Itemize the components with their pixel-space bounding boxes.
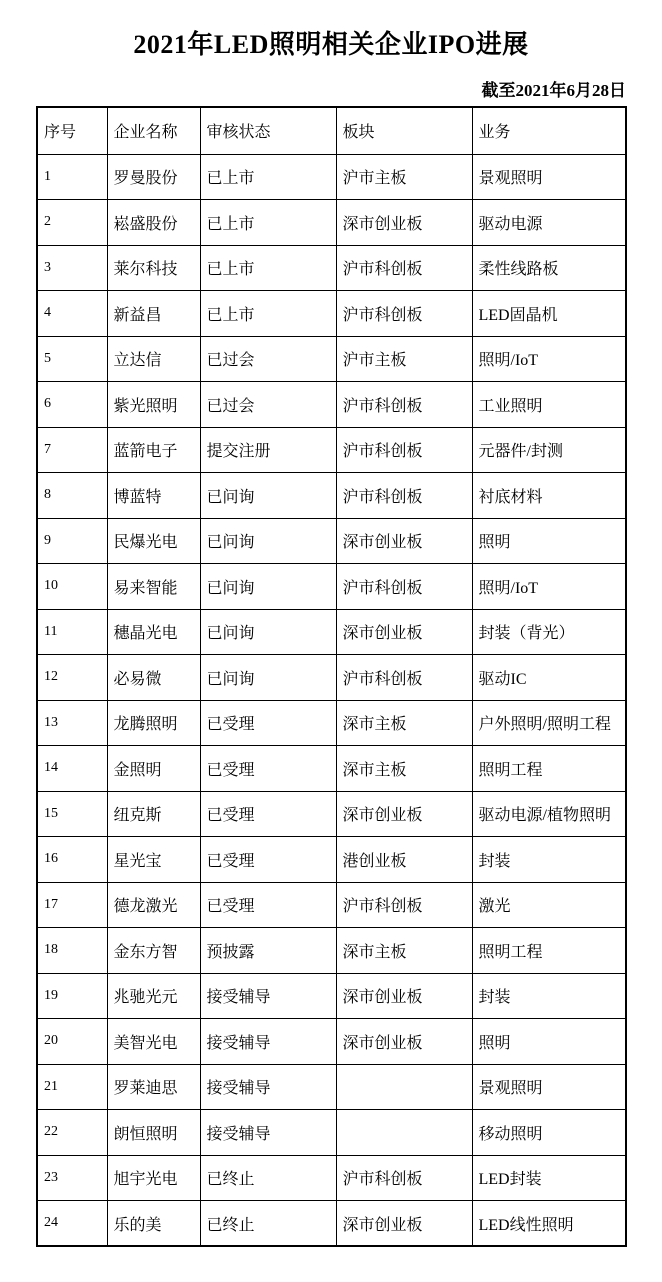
cell-index: 3 [37,245,107,291]
cell-business: 工业照明 [472,382,626,428]
cell-company: 立达信 [107,336,200,382]
cell-board: 沪市主板 [336,336,472,382]
cell-board: 沪市科创板 [336,882,472,928]
cell-business: 封装 [472,973,626,1019]
cell-index: 5 [37,336,107,382]
cell-status: 接受辅导 [200,1064,336,1110]
cell-business: 照明/IoT [472,336,626,382]
cell-board: 港创业板 [336,837,472,883]
cell-index: 9 [37,518,107,564]
cell-board: 深市创业板 [336,973,472,1019]
cell-company: 金东方智 [107,928,200,974]
cell-status: 已上市 [200,154,336,200]
column-header-index: 序号 [37,107,107,154]
cell-index: 7 [37,427,107,473]
table-row [37,973,626,1019]
cell-status: 已受理 [200,700,336,746]
cell-index: 21 [37,1064,107,1110]
cell-index: 24 [37,1201,107,1247]
cell-status: 已问询 [200,518,336,564]
cell-index: 11 [37,609,107,655]
table-row [37,1201,626,1247]
cell-status: 已终止 [200,1201,336,1247]
cell-status: 已过会 [200,336,336,382]
cell-board: 沪市科创板 [336,1155,472,1201]
cell-business: 照明 [472,1019,626,1065]
cell-business: 驱动IC [472,655,626,701]
cell-business: 激光 [472,882,626,928]
cell-board: 深市创业板 [336,518,472,564]
cell-board: 深市创业板 [336,200,472,246]
table-row [37,518,626,564]
cell-index: 6 [37,382,107,428]
table-row [37,336,626,382]
cell-status: 接受辅导 [200,973,336,1019]
cell-board: 深市创业板 [336,1201,472,1247]
cell-board: 深市创业板 [336,1019,472,1065]
cell-business: 衬底材料 [472,473,626,519]
table-row [37,1155,626,1201]
table-row [37,700,626,746]
cell-board [336,1110,472,1156]
as-of-date: 截至2021年6月28日 [481,81,626,100]
cell-status: 已问询 [200,473,336,519]
cell-board: 沪市科创板 [336,564,472,610]
table-row [37,427,626,473]
cell-board: 沪市科创板 [336,382,472,428]
cell-company: 易来智能 [107,564,200,610]
cell-status: 已问询 [200,564,336,610]
cell-company: 金照明 [107,746,200,792]
cell-business: 照明工程 [472,928,626,974]
cell-index: 10 [37,564,107,610]
page-title: 2021年LED照明相关企业IPO进展 [133,30,529,59]
table-row [37,154,626,200]
cell-status: 已上市 [200,245,336,291]
cell-status: 已上市 [200,291,336,337]
cell-company: 龙腾照明 [107,700,200,746]
cell-index: 12 [37,655,107,701]
cell-business: 封装（背光） [472,609,626,655]
cell-board: 沪市科创板 [336,291,472,337]
cell-business: LED固晶机 [472,291,626,337]
ipo-progress-table [36,106,627,1247]
cell-business: 驱动电源 [472,200,626,246]
column-header-company: 企业名称 [107,107,200,154]
cell-index: 1 [37,154,107,200]
cell-index: 8 [37,473,107,519]
cell-company: 崧盛股份 [107,200,200,246]
cell-index: 18 [37,928,107,974]
cell-board: 深市创业板 [336,791,472,837]
cell-company: 博蓝特 [107,473,200,519]
cell-board: 沪市科创板 [336,473,472,519]
table-row [37,245,626,291]
column-header-business: 业务 [472,107,626,154]
cell-company: 兆驰光元 [107,973,200,1019]
cell-business: 照明/IoT [472,564,626,610]
cell-company: 纽克斯 [107,791,200,837]
column-header-board: 板块 [336,107,472,154]
cell-board: 沪市科创板 [336,427,472,473]
cell-index: 14 [37,746,107,792]
table-row [37,291,626,337]
cell-status: 提交注册 [200,427,336,473]
cell-company: 乐的美 [107,1201,200,1247]
cell-status: 已过会 [200,382,336,428]
cell-status: 已上市 [200,200,336,246]
table-row [37,1064,626,1110]
cell-company: 罗莱迪思 [107,1064,200,1110]
table-row [37,382,626,428]
table-row [37,564,626,610]
cell-status: 已问询 [200,655,336,701]
cell-company: 星光宝 [107,837,200,883]
table-row [37,928,626,974]
cell-index: 22 [37,1110,107,1156]
cell-index: 4 [37,291,107,337]
cell-status: 已受理 [200,791,336,837]
cell-board: 沪市科创板 [336,245,472,291]
column-header-status: 审核状态 [200,107,336,154]
table-row [37,1110,626,1156]
cell-company: 紫光照明 [107,382,200,428]
cell-status: 已问询 [200,609,336,655]
cell-board: 深市创业板 [336,609,472,655]
cell-index: 15 [37,791,107,837]
cell-business: 移动照明 [472,1110,626,1156]
cell-board: 深市主板 [336,700,472,746]
cell-business: 驱动电源/植物照明 [472,791,626,837]
cell-board: 深市主板 [336,928,472,974]
table-row [37,473,626,519]
cell-business: 照明 [472,518,626,564]
cell-company: 朗恒照明 [107,1110,200,1156]
cell-company: 穗晶光电 [107,609,200,655]
table-row [37,791,626,837]
cell-company: 罗曼股份 [107,154,200,200]
table-row [37,655,626,701]
cell-index: 17 [37,882,107,928]
table-row [37,837,626,883]
cell-business: 景观照明 [472,154,626,200]
cell-status: 已受理 [200,882,336,928]
header-row [37,107,626,154]
cell-company: 蓝箭电子 [107,427,200,473]
cell-index: 20 [37,1019,107,1065]
cell-business: 照明工程 [472,746,626,792]
cell-company: 德龙激光 [107,882,200,928]
cell-board: 沪市科创板 [336,655,472,701]
cell-status: 预披露 [200,928,336,974]
cell-status: 接受辅导 [200,1019,336,1065]
cell-board: 沪市主板 [336,154,472,200]
cell-index: 16 [37,837,107,883]
cell-board: 深市主板 [336,746,472,792]
cell-index: 13 [37,700,107,746]
table-row [37,1019,626,1065]
table-row [37,200,626,246]
table-row [37,882,626,928]
cell-company: 必易微 [107,655,200,701]
cell-status: 已受理 [200,837,336,883]
cell-index: 23 [37,1155,107,1201]
cell-board [336,1064,472,1110]
cell-business: 元器件/封测 [472,427,626,473]
cell-business: 景观照明 [472,1064,626,1110]
cell-index: 19 [37,973,107,1019]
cell-business: 柔性线路板 [472,245,626,291]
cell-company: 新益昌 [107,291,200,337]
table-row [37,609,626,655]
cell-company: 莱尔科技 [107,245,200,291]
cell-business: LED线性照明 [472,1201,626,1247]
cell-company: 美智光电 [107,1019,200,1065]
cell-status: 已受理 [200,746,336,792]
cell-status: 接受辅导 [200,1110,336,1156]
cell-business: 封装 [472,837,626,883]
cell-index: 2 [37,200,107,246]
cell-company: 民爆光电 [107,518,200,564]
table-body [37,154,626,1246]
cell-company: 旭宇光电 [107,1155,200,1201]
cell-business: LED封装 [472,1155,626,1201]
cell-business: 户外照明/照明工程 [472,700,626,746]
cell-status: 已终止 [200,1155,336,1201]
table-row [37,746,626,792]
